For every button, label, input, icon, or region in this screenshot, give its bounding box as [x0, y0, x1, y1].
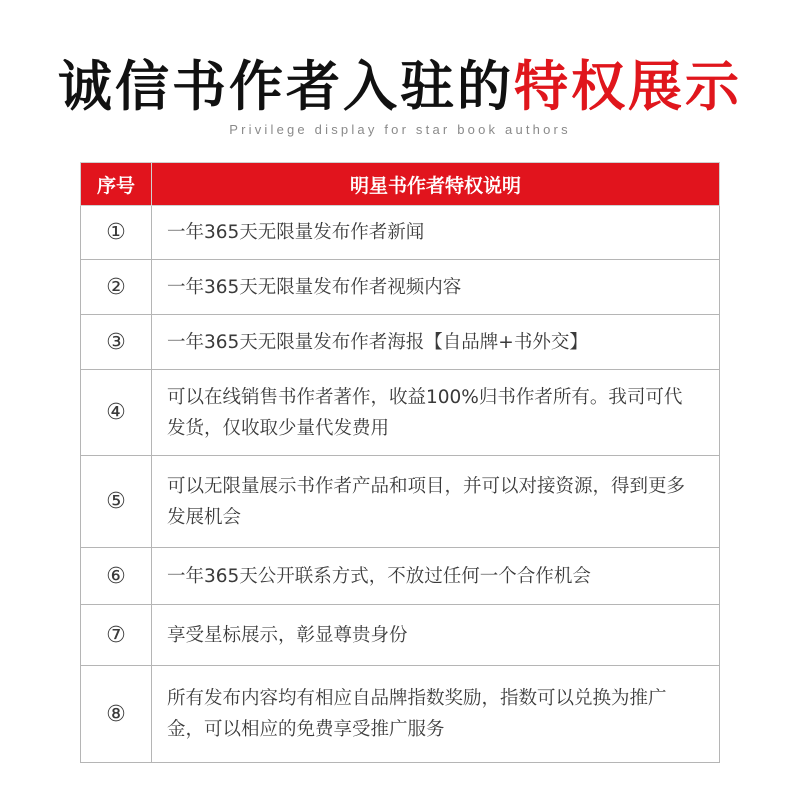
header-description: 明星书作者特权说明 [152, 163, 720, 206]
row-description: 享受星标展示，彰显尊贵身份 [152, 605, 720, 666]
row-index: ⑧ [81, 666, 152, 763]
page-title [0, 52, 800, 122]
row-index: ④ [81, 370, 152, 456]
row-index: ② [81, 260, 152, 315]
row-index: ③ [81, 315, 152, 370]
row-description: 可以无限量展示书作者产品和项目，并可以对接资源，得到更多发展机会 [152, 456, 720, 548]
row-description: 所有发布内容均有相应自品牌指数奖励，指数可以兑换为推广金，可以相应的免费享受推广服务 [152, 666, 720, 763]
table-row [81, 260, 720, 315]
row-description: 一年365天无限量发布作者新闻 [152, 206, 720, 260]
page-subtitle: Privilege display for star book authors [229, 122, 571, 137]
table-row [81, 548, 720, 605]
title-red-part: 特权展示 [514, 55, 742, 118]
row-index: ① [81, 206, 152, 260]
row-index: ⑦ [81, 605, 152, 666]
table-row [81, 666, 720, 763]
row-index: ⑤ [81, 456, 152, 548]
row-description: 一年365天无限量发布作者视频内容 [152, 260, 720, 315]
row-description: 可以在线销售书作者著作，收益100%归书作者所有。我司可代发货，仅收取少量代发费用 [152, 370, 720, 456]
row-description: 一年365天无限量发布作者海报【自品牌+书外交】 [152, 315, 720, 370]
row-description: 一年365天公开联系方式，不放过任何一个合作机会 [152, 548, 720, 605]
title-black-part: 诚信书作者入驻的 [58, 55, 514, 118]
table-row [81, 206, 720, 260]
table-row [81, 456, 720, 548]
table-header-row [81, 163, 720, 206]
table-row [81, 370, 720, 456]
row-index: ⑥ [81, 548, 152, 605]
header-index: 序号 [81, 163, 152, 206]
table-row [81, 605, 720, 666]
privilege-table [80, 162, 720, 763]
table-row [81, 315, 720, 370]
